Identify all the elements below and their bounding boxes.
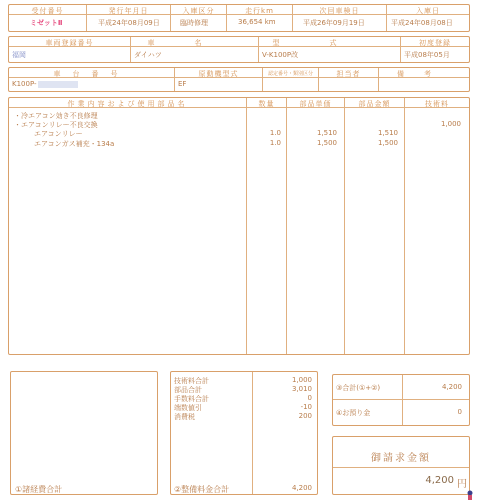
certification-header: 認定番号・類別区分	[267, 71, 313, 77]
next-inspection-header: 次回車検日	[319, 7, 360, 15]
expense-total-label: ①諸経費合計	[15, 485, 63, 494]
quantity-header: 数量	[258, 100, 275, 108]
item-row-name: ・エアコンリレー不良交換	[14, 121, 98, 129]
tech-fee-total-value: 1,000	[291, 376, 312, 384]
tech-fee-header: 技術料	[425, 100, 449, 108]
mileage-header: 走行km	[245, 7, 274, 15]
item-row-amount: 1,500	[377, 139, 398, 147]
consumption-tax-label: 消費税	[174, 413, 195, 421]
receipt-number-header: 受付番号	[31, 7, 64, 15]
summary-col-sep	[252, 372, 253, 494]
sum-value: 4,200	[441, 383, 462, 391]
model-type-header: 型式	[272, 39, 387, 47]
item-row-unit: 1,500	[316, 139, 337, 147]
mileage-value: 36,654 km	[238, 18, 276, 26]
unit-price-header: 部品単価	[299, 100, 332, 108]
parts-amount-header: 部品金額	[358, 100, 391, 108]
deposit-value: 0	[457, 408, 462, 416]
rounding-discount-value: -10	[300, 403, 312, 411]
maintenance-total-value: 4,200	[291, 484, 312, 492]
vehicle-model-value: ミゼットⅡ	[30, 19, 63, 27]
item-row-name: ・冷エアコン効き不良修理	[14, 112, 98, 120]
redacted-chassis-block	[38, 81, 78, 88]
issue-date-header: 発行年月日	[108, 7, 149, 15]
chassis-number-header: 車台番号	[53, 70, 130, 78]
rounding-discount-label: 端数値引	[174, 404, 202, 412]
entry-date-header: 入庫日	[416, 7, 440, 15]
maintenance-total-label: ②整備料金合計	[174, 485, 230, 494]
item-row-unit: 1,510	[316, 129, 337, 137]
next-inspection-value: 平成26年09月19日	[303, 19, 365, 27]
expense-box	[10, 371, 158, 495]
issue-date-value: 平成24年08月09日	[98, 19, 160, 27]
staff-header: 担当者	[336, 70, 361, 78]
currency-yen: 円	[457, 479, 467, 490]
totals-box	[332, 374, 470, 426]
items-col-sep	[404, 98, 405, 354]
registration-number-value: 福岡	[12, 51, 26, 59]
invoice-box	[332, 436, 470, 495]
first-registration-value: 平成08年05月	[404, 51, 450, 59]
item-row-name: エアコンリレー	[34, 130, 83, 138]
consumption-tax-value: 200	[298, 412, 312, 420]
tech-fee-total-label: 技術料合計	[174, 377, 209, 385]
entry-type-header: 入庫区分	[182, 7, 215, 15]
entry-type-value: 臨時修理	[180, 19, 208, 27]
first-registration-header: 初度登録	[419, 39, 451, 47]
parts-total-value: 3,010	[291, 385, 312, 393]
item-row-qty: 1.0	[269, 129, 281, 137]
totals-col-sep	[402, 375, 403, 425]
engine-type-header: 原動機型式	[198, 70, 239, 78]
logo-icon	[466, 485, 474, 495]
registration-number-header: 車両登録番号	[45, 39, 94, 47]
engine-type-value: EF	[178, 80, 187, 88]
item-row-amount: 1,510	[377, 129, 398, 137]
item-row-tech: 1,000	[440, 120, 461, 128]
fee-total-label: 手数料合計	[174, 395, 209, 403]
fee-total-value: 0	[307, 394, 312, 402]
invoice-divider	[333, 467, 469, 468]
model-type-value: V-K100P改	[262, 51, 299, 59]
remarks-header: 備考	[397, 70, 451, 78]
totals-divider	[333, 399, 469, 400]
entry-date-value: 平成24年08月08日	[391, 19, 453, 27]
sum-label: ③合計(①+②)	[336, 384, 381, 392]
car-name-value: ダイハツ	[134, 51, 162, 59]
item-row-qty: 1.0	[269, 139, 281, 147]
parts-total-label: 部品合計	[174, 386, 202, 394]
chassis-number-value: K100P-	[12, 80, 37, 88]
deposit-label: ④お預り金	[336, 409, 371, 417]
invoice-amount-value: 4,200	[425, 475, 454, 486]
invoice-amount-label: 御請求金額	[371, 453, 431, 464]
car-name-header: 車名	[147, 39, 242, 47]
item-row-name: エアコンガス補充・134a	[34, 140, 115, 148]
work-content-header: 作業内容および使用部品名	[67, 100, 188, 108]
